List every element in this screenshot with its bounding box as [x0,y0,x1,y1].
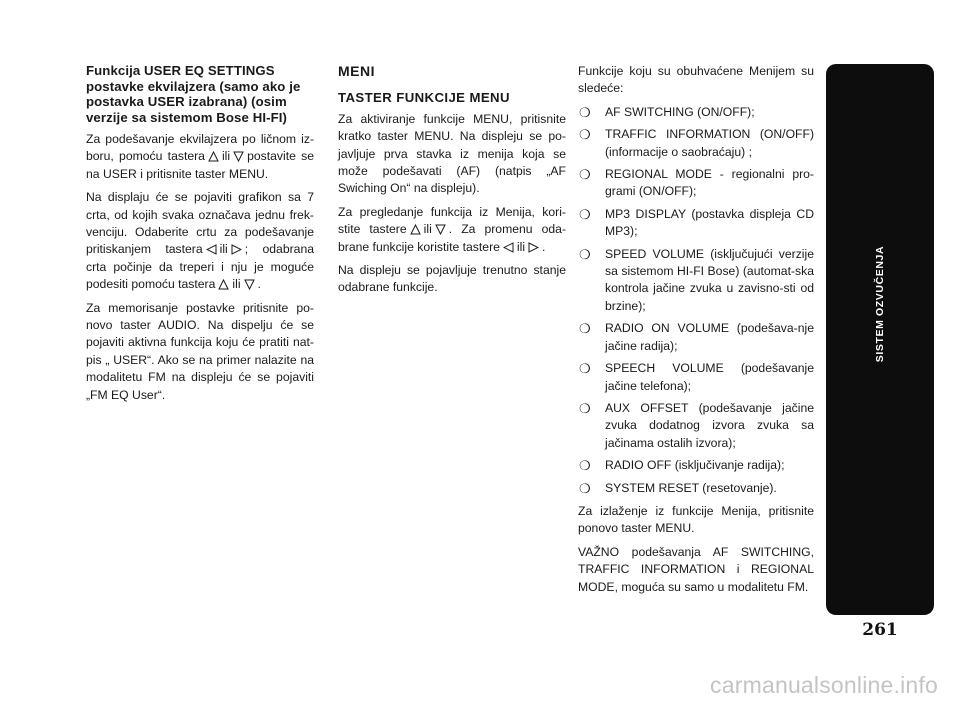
subheading-menu-button: TASTER FUNKCIJE MENU [338,90,510,106]
left-arrow-icon [503,242,514,253]
list-item-text: RADIO OFF (isključivanje radija); [605,458,785,473]
bullet-circle-icon: ❍ [579,458,591,474]
list-item [578,104,814,121]
paragraph-user-eq-graph: Na displaju će se pojaviti grafikon sa 7 crta, od kojih svaka označava jednu frek-venciju. Odaberite crtu za podešavanje pritiskanjem tastera ili ; odabrana crta počinje da treperi i nju je moguće podesiti pomoću tastera ili . [86,190,315,292]
watermark: carmanualsonline.info [710,672,938,698]
list-item [578,400,814,452]
paragraph-user-eq-memorize: Za memorisanje postavke pritisnite po-novo taster AUDIO. Na dispelju će se pojaviti aktivna funkcija koju će pratiti nat-pis „ USER“. Ako se na primer nalazite na modalitetu FM na displeju će se pojaviti „FM EQ User“. [86,300,314,402]
paragraph-menu-functions-intro: Funkcije koju su obuhvaćene Menijem su sledeće: [578,64,814,96]
list-item [578,457,814,474]
up-arrow-icon [410,224,421,235]
list-item-text: SPEED VOLUME (isključujući verzije sa sistemom HI-FI Bose) (automat-ska kontrola jačine zvuka u zavisno-sti od brzine); [605,246,814,313]
list-item-text: SYSTEM RESET (resetovanje). [605,480,777,495]
list-item-text: MP3 DISPLAY (postavka displeja CD MP3); [605,206,814,239]
list-item [578,166,814,201]
list-item [578,246,814,316]
page-number: 261 [862,620,898,640]
section-heading-menu: MENI [338,63,375,79]
paragraph-menu-browse: Za pregledanje funkcija iz Menija, kori-stite tastere ili . Za promenu oda-brane funkcije koristite tastere ili . [338,204,566,254]
bullet-circle-icon: ❍ [579,127,591,143]
bullet-circle-icon: ❍ [579,400,591,416]
section-heading-user-eq: Funkcija USER EQ SETTINGS postavke ekvilajzera (samo ako je postavka USER izabrana) (osim verzije sa sistemom Bose HI-FI) [86,63,301,125]
bullet-circle-icon: ❍ [579,246,591,262]
right-arrow-icon [528,242,539,253]
section-side-tab [826,64,934,615]
list-item [578,126,814,161]
up-arrow-icon [218,279,229,290]
bullet-circle-icon: ❍ [579,361,591,377]
down-arrow-icon [233,151,244,162]
list-item-text: AF SWITCHING (ON/OFF); [605,104,755,119]
up-arrow-icon [208,151,219,162]
bullet-circle-icon: ❍ [579,321,591,337]
down-arrow-icon [435,224,446,235]
bullet-circle-icon: ❍ [579,104,591,120]
list-item [578,360,814,395]
paragraph-important-note: VAŽNO podešavanja AF SWITCHING, TRAFFIC INFORMATION i REGIONAL MODE, moguća su samo u modalitetu FM. [578,544,814,594]
column-right [578,63,814,602]
paragraph-user-eq-select: Za podešavanje ekvilajzera po ličnom iz-boru, pomoću tastera ili postavite se na USER i pritisnite taster MENU. [86,132,315,181]
paragraph-menu-exit: Za izlaženje iz funkcije Menija, pritisnite ponovo taster MENU. [578,503,814,536]
column-middle [338,63,566,303]
bullet-circle-icon: ❍ [579,480,591,496]
down-arrow-icon [244,279,255,290]
list-item-text: SPEECH VOLUME (podešavanje jačine telefona); [605,361,814,393]
list-item-text: TRAFFIC INFORMATION (ON/OFF) (informacije o saobraćaju) ; [605,127,814,159]
list-item-text: AUX OFFSET (podešavanje jačine zvuka dodatnog izvora zvuka sa jačinama ostalih izvora); [605,400,814,450]
list-item-text: REGIONAL MODE - regionalni pro-grami (ON/OFF); [605,167,814,199]
paragraph-menu-activate: Za aktiviranje funkcije MENU, pritisnite kratko taster MENU. Na displeju se po-javljuje prva stavka iz menija koja se može podešavati (AF) (natpis „AF Swiching On“ na displeju). [338,111,566,196]
bullet-circle-icon: ❍ [579,167,591,183]
column-left [86,63,314,410]
bullet-circle-icon: ❍ [579,206,591,222]
left-arrow-icon [206,244,217,255]
list-item [578,206,814,241]
menu-functions-list [578,104,814,497]
right-arrow-icon [231,244,242,255]
side-tab-label: SISTEM OZVUČENJA [874,245,886,363]
list-item [578,480,814,497]
paragraph-menu-state: Na displeju se pojavljuje trenutno stanje odabrane funkcije. [338,263,566,295]
list-item-text: RADIO ON VOLUME (podešava-nje jačine radija); [605,321,814,353]
list-item [578,320,814,355]
